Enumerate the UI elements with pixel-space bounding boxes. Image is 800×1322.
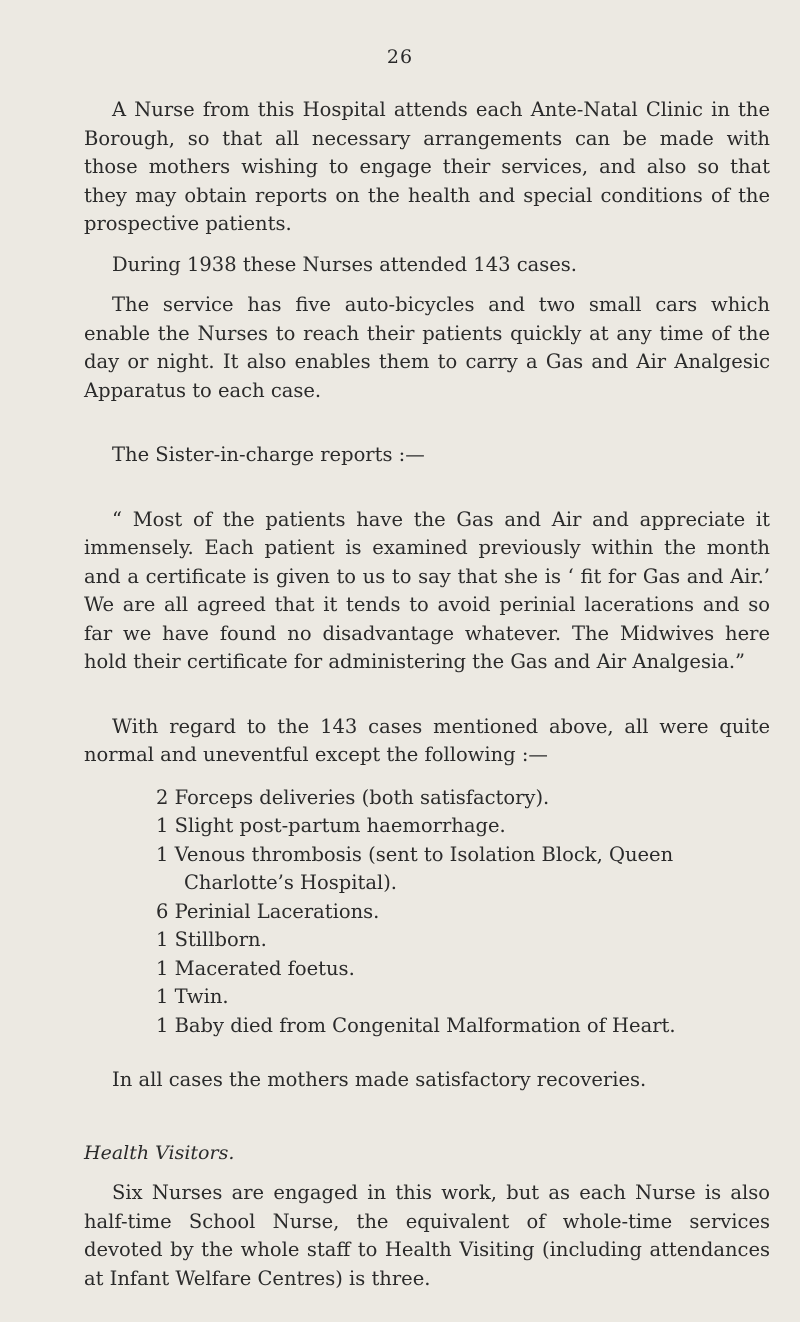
list-item: 1 Baby died from Congenital Malformation of Heart.	[156, 1013, 676, 1037]
page-body	[84, 96, 770, 1293]
paragraph-cases-attended: During 1938 these Nurses attended 143 cases.	[112, 252, 578, 276]
page-number: 26	[386, 46, 414, 68]
section-heading-health-visitors: Health Visitors.	[84, 1141, 235, 1164]
list-item: 1 Macerated foetus.	[156, 956, 355, 980]
list-item: 1 Twin.	[156, 985, 229, 1008]
paragraph-quoted-report: “ Most of the patients have the Gas and Air and appreciate it immensely. Each patient is examined previously within the month and a certificate is given to us to say that she is ‘ fit for Gas and Air.’ We are all agreed that it tends to avoid perinial lacerations and so far we have found no disadvantage whatever. The Midwives here hold their certificate for administering the Gas and Air Analgesia.”	[84, 507, 770, 673]
paragraph-transport-service: The service has five auto-bicycles and two small cars which enable the Nurses to reach their patients quickly at any time of the day or night. It also enables them to carry a Gas and Air Analgesic Apparatus to each case.	[84, 293, 770, 402]
paragraph-case-summary: With regard to the 143 cases mentioned above, all were quite normal and uneventful except the following :—	[84, 714, 770, 766]
list-item: 1 Stillborn.	[156, 928, 267, 951]
paragraph-sister-reports: The Sister-in-charge reports :—	[112, 443, 425, 466]
list-item: 1 Venous thrombosis (sent to Isolation Block, Queen Charlotte’s Hospital).	[156, 842, 674, 894]
case-list	[156, 784, 736, 1041]
paragraph-recoveries: In all cases the mothers made satisfactory recoveries.	[112, 1068, 647, 1091]
list-item: 6 Perinial Lacerations.	[156, 899, 380, 923]
list-item: 1 Slight post-partum haemorrhage.	[156, 814, 506, 837]
paragraph-antenatal-clinic: A Nurse from this Hospital attends each Ante-Natal Clinic in the Borough, so that all necessary arrangements can be made with those mothers wishing to engage their services, and also so that they may obtain reports on the health and special conditions of the prospective patients.	[84, 98, 770, 235]
list-item: 2 Forceps deliveries (both satisfactory).	[156, 785, 550, 809]
paragraph-health-visitors: Six Nurses are engaged in this work, but as each Nurse is also half-time School Nurse, the equivalent of whole-time services devoted by the whole staff to Health Visiting (including attendances at Infant Welfare Centres) is three.	[84, 1181, 770, 1290]
